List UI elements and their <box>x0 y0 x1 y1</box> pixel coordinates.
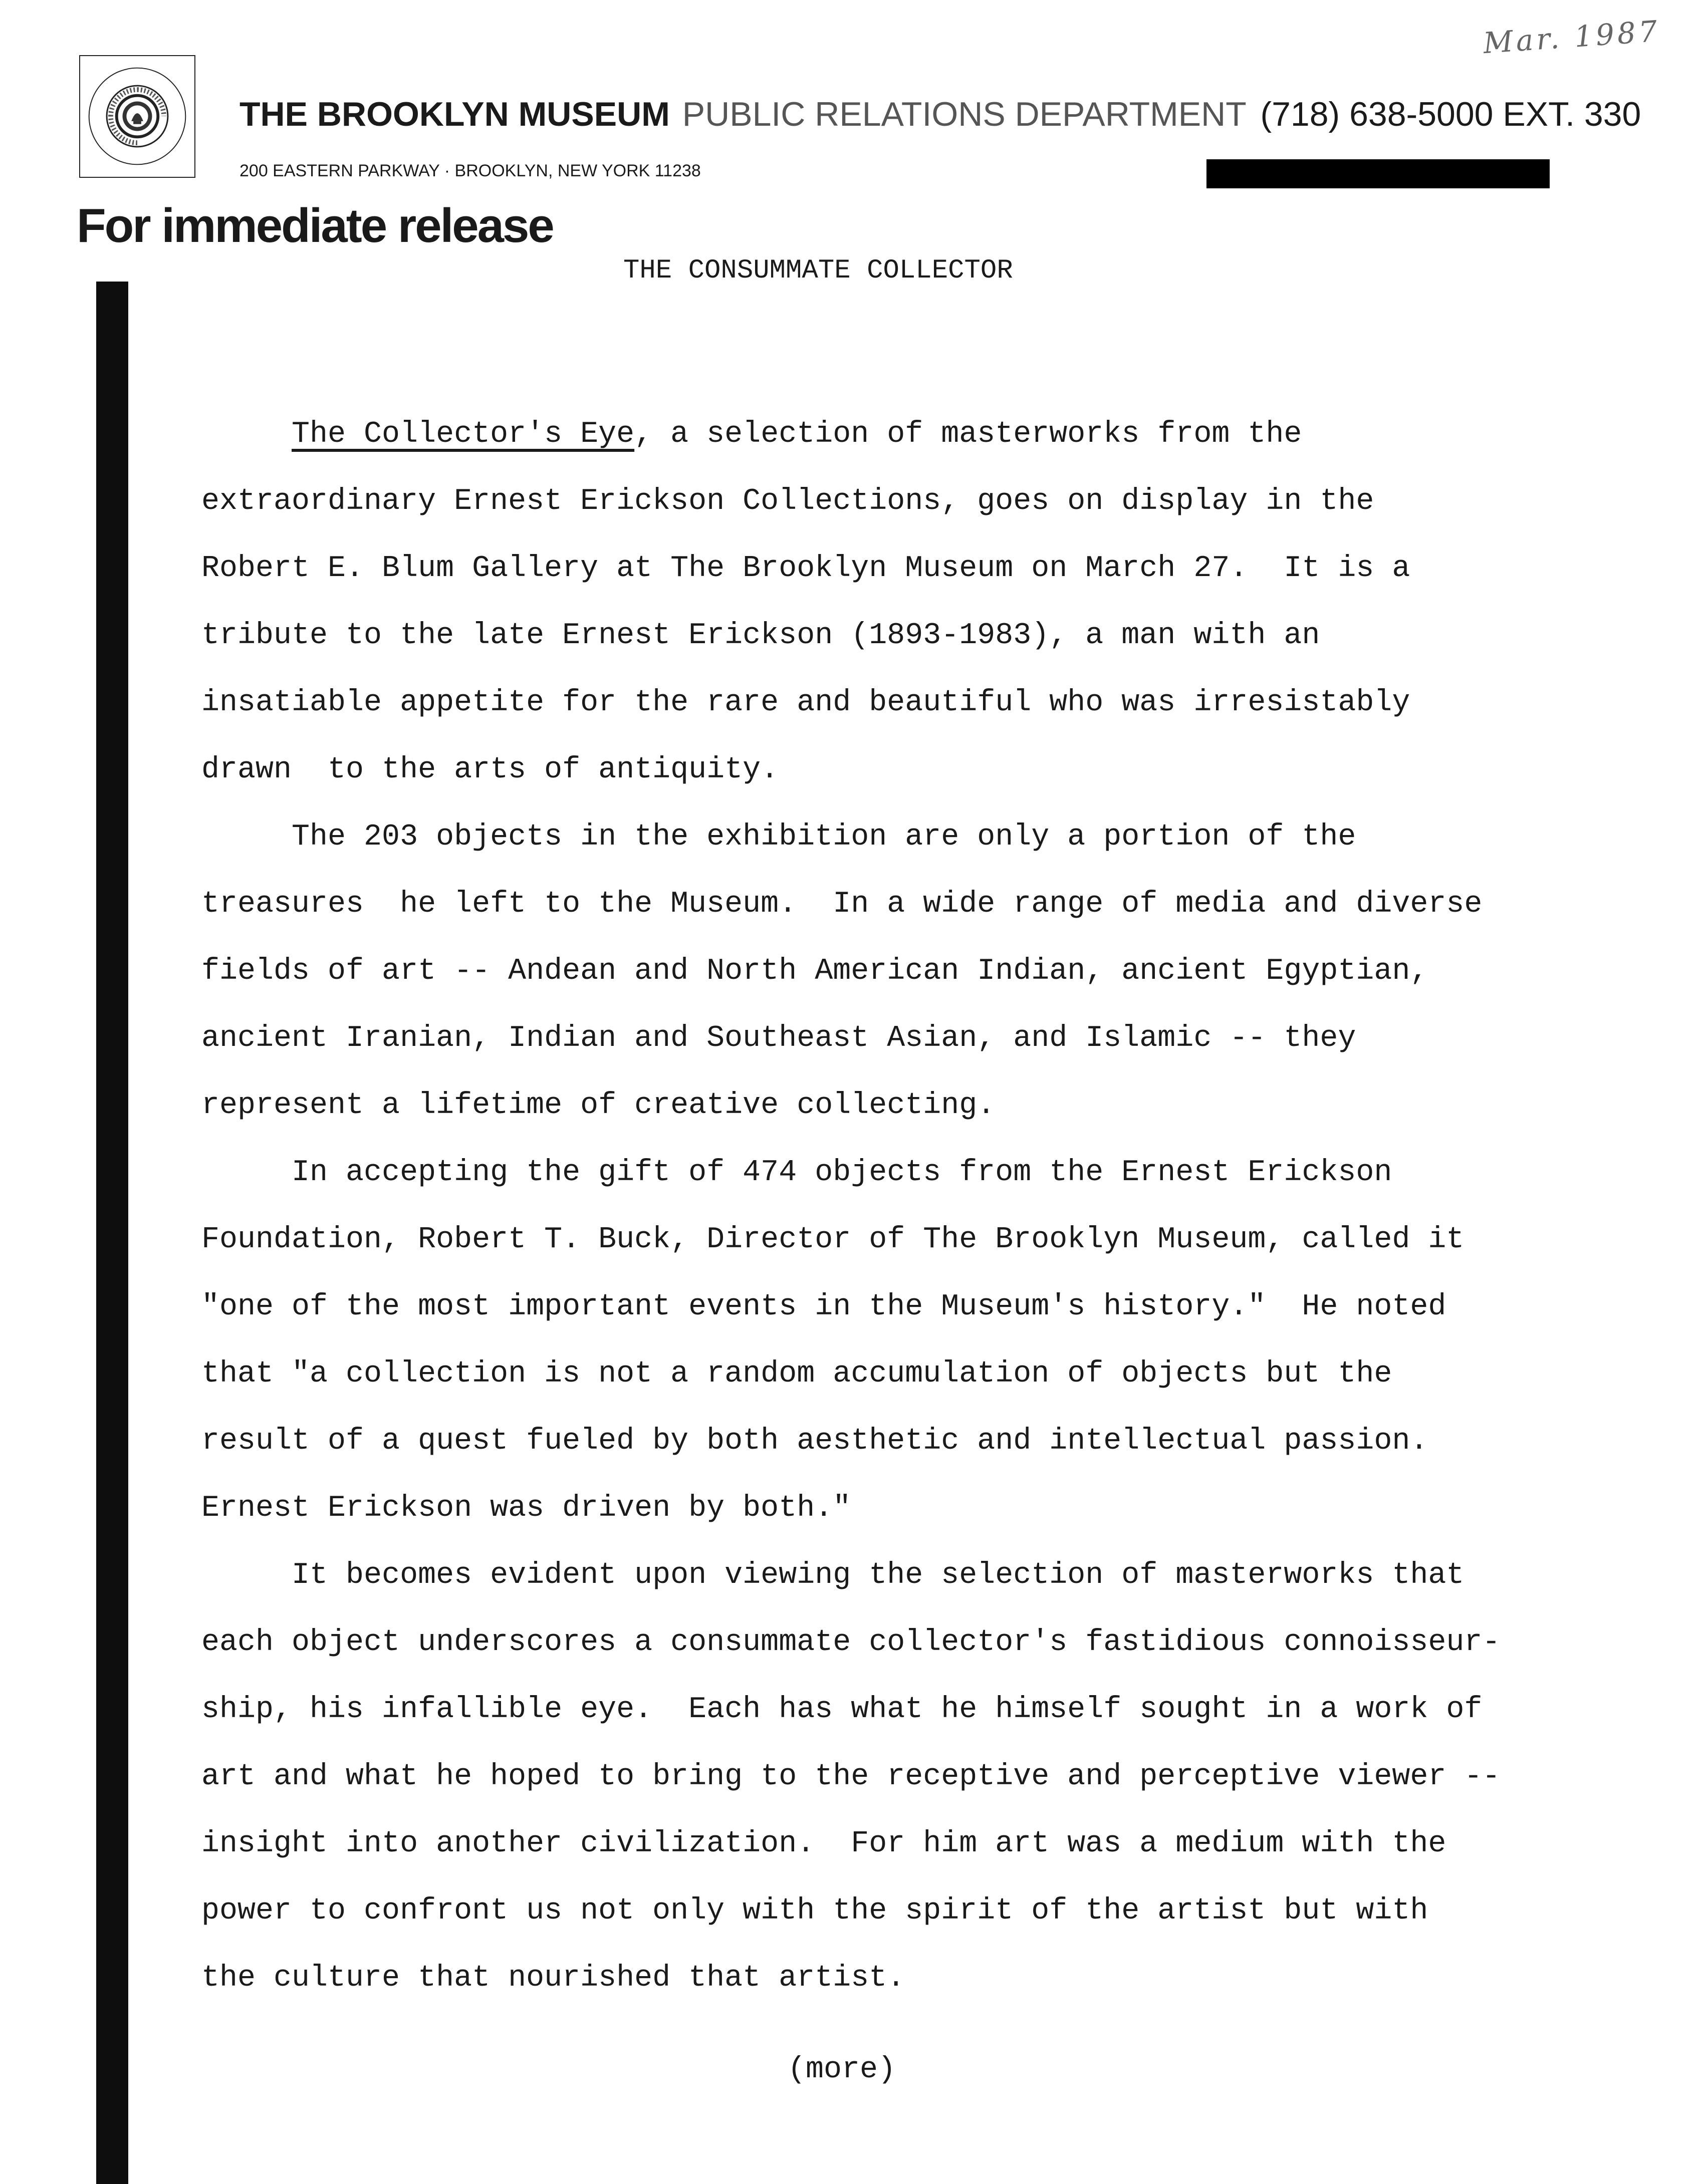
body-line: It becomes evident upon viewing the selection of masterworks that <box>201 1558 1465 1592</box>
body-line: represent a lifetime of creative collecting. <box>201 1088 996 1123</box>
body-line: that "a collection is not a random accumulation of objects but the <box>201 1357 1392 1391</box>
body-line: Foundation, Robert T. Buck, Director of The Brooklyn Museum, called it <box>201 1223 1465 1257</box>
redaction-bar <box>1206 159 1550 188</box>
museum-address: 200 EASTERN PARKWAY · BROOKLYN, NEW YORK 11238 <box>239 161 701 180</box>
handwritten-date-annotation: Mar. 1987 <box>1482 14 1661 61</box>
body-line: ship, his infallible eye. Each has what he himself sought in a work of <box>201 1693 1483 1727</box>
document-title: THE CONSUMMATE COLLECTOR <box>623 255 1013 286</box>
body-line: insight into another civilization. For him art was a medium with the <box>201 1827 1446 1861</box>
museum-name: THE BROOKLYN MUSEUM <box>239 95 670 133</box>
body-line: the culture that nourished that artist. <box>201 1961 905 1995</box>
body-line: "one of the most important events in the Museum's history." He noted <box>201 1290 1446 1324</box>
release-label: For immediate release <box>77 199 553 252</box>
body-line: art and what he hoped to bring to the receptive and perceptive viewer -- <box>201 1760 1501 1794</box>
body-line: The 203 objects in the exhibition are only a portion of the <box>201 820 1356 854</box>
body-line: tribute to the late Ernest Erickson (1893-1983), a man with an <box>201 619 1320 653</box>
body-line: Ernest Erickson was driven by both." <box>201 1491 851 1525</box>
body-text <box>201 401 1669 2012</box>
body-line <box>201 401 1669 468</box>
body-line: ancient Iranian, Indian and Southeast Asian, and Islamic -- they <box>201 1021 1356 1055</box>
body-line: power to confront us not only with the spirit of the artist but with <box>201 1894 1428 1928</box>
body-line: each object underscores a consummate collector's fastidious connoisseur- <box>201 1625 1501 1660</box>
museum-seal-logo <box>79 55 195 178</box>
body-line: drawn to the arts of antiquity. <box>201 753 779 787</box>
body-line: result of a quest fueled by both aesthetic and intellectual passion. <box>201 1424 1428 1458</box>
letterhead-line <box>239 94 1641 134</box>
body-line-rest: , a selection of masterworks from the <box>634 417 1302 451</box>
body-line: In accepting the gift of 474 objects from the Ernest Erickson <box>201 1156 1392 1190</box>
body-line: extraordinary Ernest Erickson Collections, goes on display in the <box>201 484 1374 518</box>
body-line: insatiable appetite for the rare and beautiful who was irresistably <box>201 686 1410 720</box>
exhibition-title: The Collector's Eye <box>292 417 635 451</box>
phone-number: (718) 638-5000 EXT. 330 <box>1260 95 1641 133</box>
body-line: Robert E. Blum Gallery at The Brooklyn Museum on March 27. It is a <box>201 552 1410 586</box>
continuation-marker: (more) <box>788 2053 896 2087</box>
body-line: treasures he left to the Museum. In a wide range of media and diverse <box>201 887 1483 921</box>
margin-bar <box>96 282 128 2184</box>
department-name: PUBLIC RELATIONS DEPARTMENT <box>682 95 1246 133</box>
body-line: fields of art -- Andean and North American Indian, ancient Egyptian, <box>201 954 1428 988</box>
